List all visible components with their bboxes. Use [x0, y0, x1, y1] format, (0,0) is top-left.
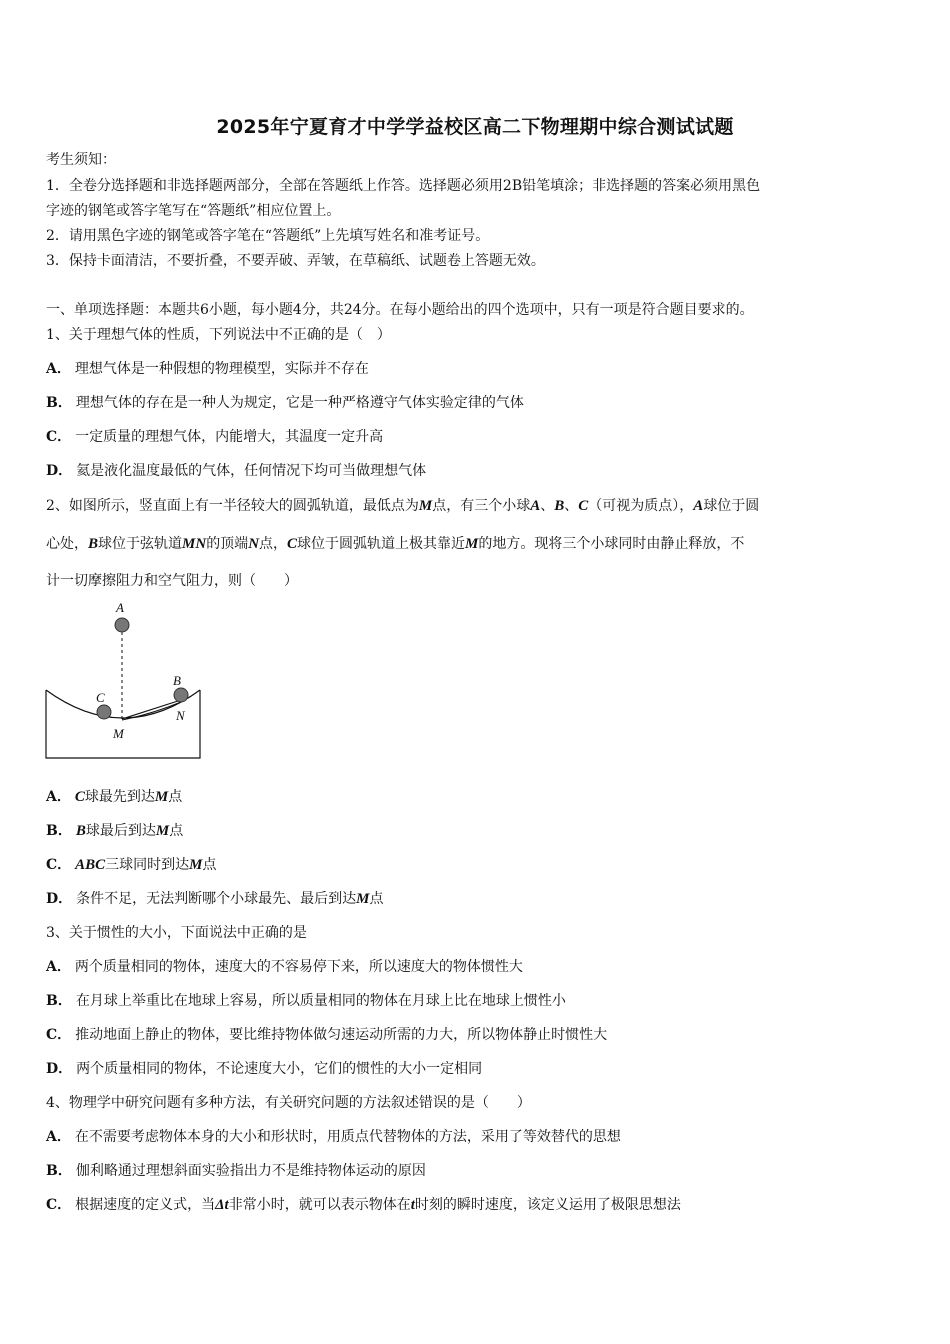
q1-option-b [46, 393, 524, 413]
notice-item-3: 3．保持卡面清洁，不要折叠，不要弄破、弄皱，在草稿纸、试题卷上答题无效。 [46, 253, 545, 269]
label-c: C [96, 690, 105, 705]
page-title: 2025年宁夏育才中学学益校区高二下物理期中综合测试试题 [216, 116, 734, 138]
q3-option-b: B． 在月球上举重比在地球上容易，所以质量相同的物体在月球上比在地球上惯性小 [46, 993, 566, 1009]
q2-figure [40, 596, 210, 764]
q4-option-a: A． 在不需要考虑物体本身的大小和形状时，用质点代替物体的方法，采用了等效替代的思想 [46, 1129, 621, 1145]
chord-mn [122, 700, 181, 719]
notice-item-2: 2．请用黑色字迹的钢笔或答字笔在“答题纸”上先填写姓名和准考证号。 [46, 228, 490, 244]
section-heading: 一、单项选择题：本题共6小题，每小题4分，共24分。在每小题给出的四个选项中，只有一项是符合题目要求的。 [46, 302, 754, 318]
q2-option-d: D． 条件不足，无法判断哪个小球最先、最后到达M点 [46, 891, 384, 907]
label-b: B [173, 673, 181, 688]
q2-stem-line-3: 计一切摩擦阻力和空气阻力，则（ ） [46, 573, 298, 589]
option-text: 氦是液化温度最低的气体，任何情况下均可当做理想气体 [76, 463, 427, 479]
q2-option-a: A． C球最先到达M点 [46, 789, 183, 805]
q1-option-a [46, 359, 369, 379]
option-text: 理想气体是一种假想的物理模型，实际并不存在 [74, 361, 369, 377]
q4-stem: 4、物理学中研究问题有多种方法，有关研究问题的方法叙述错误的是（ ） [46, 1095, 531, 1111]
label-n: N [176, 708, 185, 723]
option-text: 一定质量的理想气体，内能增大，其温度一定升高 [75, 429, 384, 445]
label-m: M [113, 726, 124, 741]
option-letter: B． [46, 395, 72, 411]
ball-c [97, 705, 111, 719]
option-letter: A． [46, 361, 71, 377]
q3-option-c: C． 推动地面上静止的物体，要比维持物体做匀速运动所需的力大，所以物体静止时惯性大 [46, 1027, 608, 1043]
option-letter: C． [46, 429, 72, 445]
q3-option-a: A． 两个质量相同的物体，速度大的不容易停下来，所以速度大的物体惯性大 [46, 959, 523, 975]
notice-heading: 考生须知： [46, 152, 116, 168]
q3-option-d: D． 两个质量相同的物体，不论速度大小，它们的惯性的大小一定相同 [46, 1061, 483, 1077]
label-a: A [116, 600, 124, 615]
option-text: 理想气体的存在是一种人为规定，它是一种严格遵守气体实验定律的气体 [75, 395, 524, 411]
q4-option-c: C． 根据速度的定义式，当Δt非常小时，就可以表示物体在t时刻的瞬时速度，该定义运用了极限思想法 [46, 1197, 681, 1213]
q1-stem: 1、关于理想气体的性质，下列说法中不正确的是（ ） [46, 327, 391, 343]
ball-a [115, 618, 129, 632]
notice-item-1: 1．全卷分选择题和非选择题两部分，全部在答题纸上作答。选择题必须用2B铅笔填涂；非选择题的答案必须用黑色 [46, 178, 761, 194]
q1-option-c [46, 427, 383, 447]
q1-option-d [46, 461, 426, 481]
q2-stem-line-2: 心处，B球位于弦轨道MN的顶端N点，C球位于圆弧轨道上极其靠近M的地方。现将三个小球同时由静止释放，不 [46, 536, 745, 552]
q2-stem-line-1: 2、如图所示，竖直面上有一半径较大的圆弧轨道，最低点为M点，有三个小球A、B、C（可视为质点），A球位于圆 [46, 498, 760, 514]
ball-b [174, 688, 188, 702]
q2-option-c: C． ABC三球同时到达M点 [46, 857, 217, 873]
q3-stem: 3、关于惯性的大小，下面说法中正确的是 [46, 925, 307, 941]
q2-option-b: B． B球最后到达M点 [46, 823, 184, 839]
option-letter: D． [46, 463, 73, 479]
q4-option-b: B． 伽利略通过理想斜面实验指出力不是维持物体运动的原因 [46, 1163, 426, 1179]
notice-item-1-cont: 字迹的钢笔或答字笔写在“答题纸”相应位置上。 [46, 203, 341, 219]
